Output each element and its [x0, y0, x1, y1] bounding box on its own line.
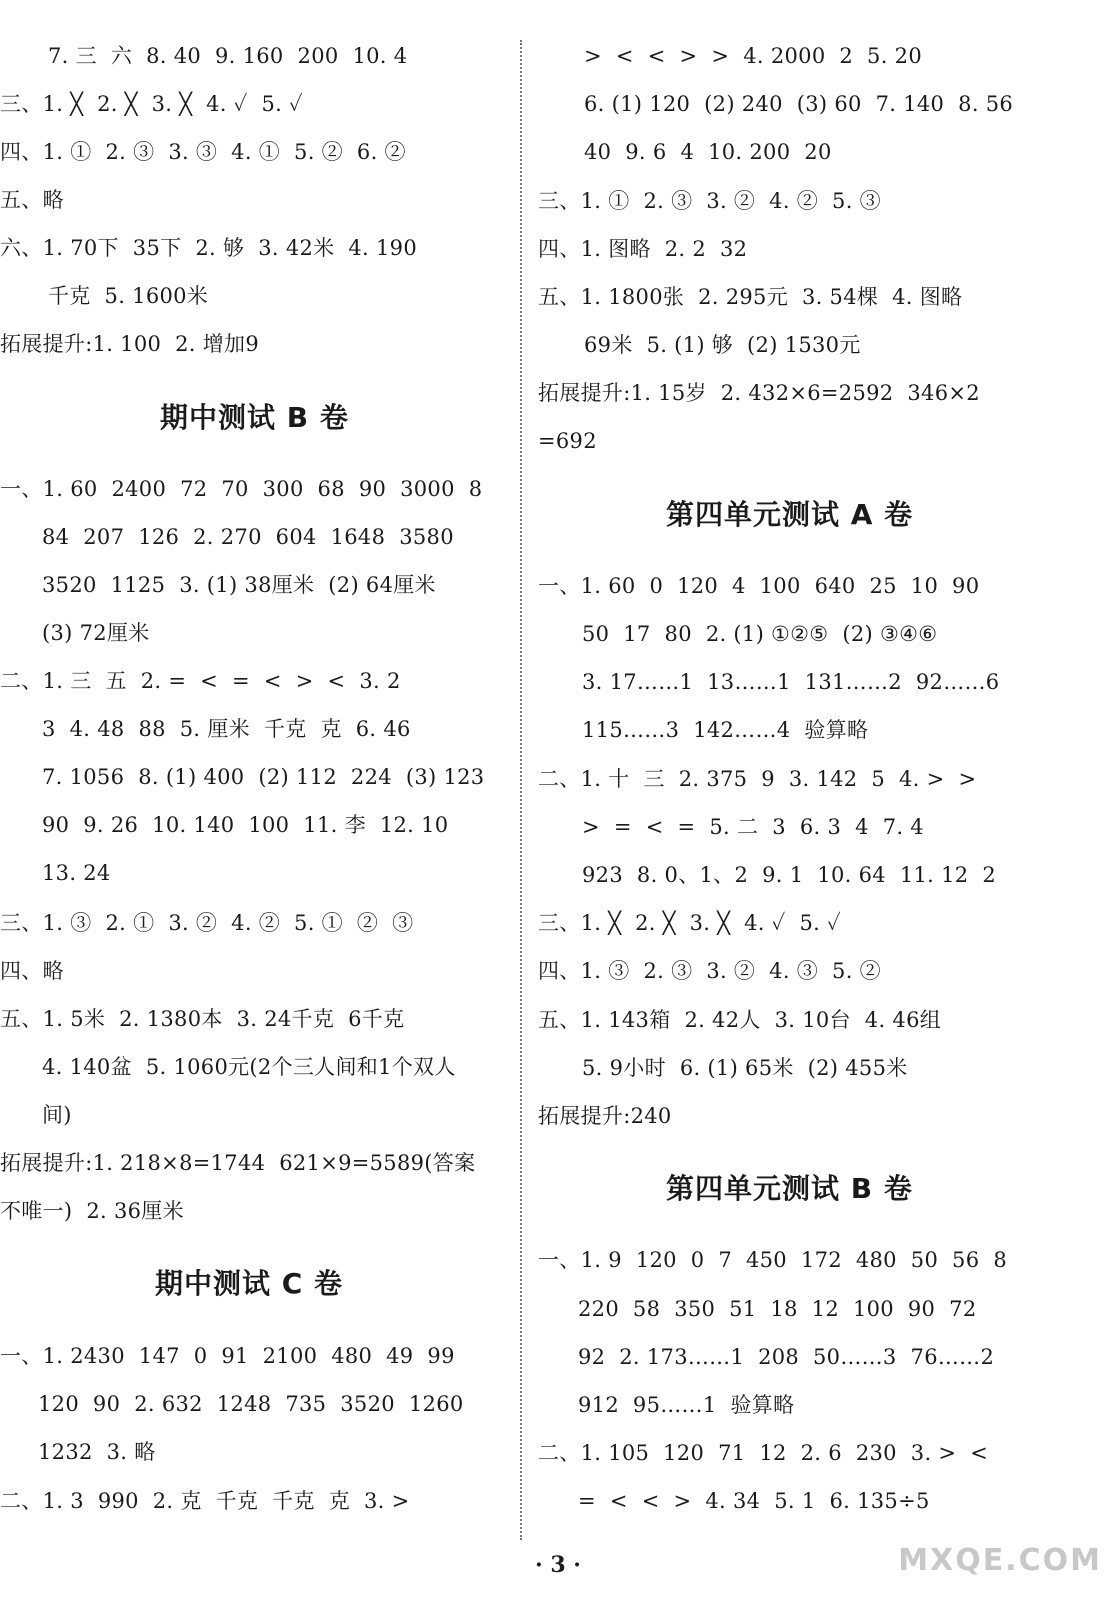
- answer-line: 923 8. 0、1、2 9. 1 10. 64 11. 12 2: [582, 863, 997, 887]
- answer-line: 一、1. 9 120 0 7 450 172 480 50 56 8: [538, 1248, 1007, 1272]
- answer-line: 五、1. 143箱 2. 42人 3. 10台 4. 46组: [538, 1008, 942, 1032]
- page-number: · 3 ·: [535, 1552, 581, 1578]
- section-heading-midterm-c: 期中测试 C 卷: [155, 1267, 344, 1300]
- section-heading-unit4-b: 第四单元测试 B 卷: [666, 1172, 913, 1205]
- answer-line: 84 207 126 2. 270 604 1648 3580: [42, 525, 454, 549]
- answer-line: 3. 17……1 13……1 131……2 92……6: [582, 670, 1000, 694]
- answer-line: 五、1. 1800张 2. 295元 3. 54棵 4. 图略: [538, 285, 963, 309]
- answer-line: 拓展提升:1. 15岁 2. 432×6=2592 346×2: [538, 381, 980, 405]
- watermark: MXQE.COM: [898, 1543, 1102, 1578]
- answer-line: 3 4. 48 88 5. 厘米 千克 克 6. 46: [42, 717, 411, 741]
- answer-line: 40 9. 6 4 10. 200 20: [584, 140, 832, 164]
- answer-line: 90 9. 26 10. 140 100 11. 李 12. 10: [42, 813, 449, 837]
- answer-line: 五、略: [0, 188, 64, 212]
- section-heading-midterm-b: 期中测试 B 卷: [160, 401, 349, 434]
- answer-line: 二、1. 3 990 2. 克 千克 千克 克 3. >: [0, 1489, 410, 1513]
- answer-line: 拓展提升:240: [538, 1104, 672, 1128]
- answer-line: 二、1. 十 三 2. 375 9 3. 142 5 4. > >: [538, 767, 977, 791]
- answer-line: 三、1. ╳ 2. ╳ 3. ╳ 4. ✓ 5. ✓: [538, 911, 841, 935]
- answer-line: 69米 5. (1) 够 (2) 1530元: [584, 333, 861, 357]
- answer-line: 6. (1) 120 (2) 240 (3) 60 7. 140 8. 56: [584, 92, 1014, 116]
- answer-line: 一、1. 60 2400 72 70 300 68 90 3000 8: [0, 477, 483, 501]
- answer-line: 五、1. 5米 2. 1380本 3. 24千克 6千克: [0, 1007, 405, 1031]
- answer-line: 千克 5. 1600米: [48, 284, 209, 308]
- answer-line: 1232 3. 略: [38, 1440, 156, 1464]
- answer-line: 一、1. 2430 147 0 91 2100 480 49 99: [0, 1344, 455, 1368]
- answer-line: 间): [42, 1103, 72, 1127]
- answer-line: 二、1. 105 120 71 12 2. 6 230 3. > <: [538, 1441, 989, 1465]
- answer-line: 拓展提升:1. 100 2. 增加9: [0, 332, 259, 356]
- answer-line: 二、1. 三 五 2. = < = < > < 3. 2: [0, 669, 401, 693]
- answer-line: 7. 三 六 8. 40 9. 160 200 10. 4: [48, 44, 408, 68]
- answer-line: 50 17 80 2. (1) ①②⑤ (2) ③④⑥: [582, 622, 938, 646]
- section-heading-unit4-a: 第四单元测试 A 卷: [666, 498, 914, 531]
- answer-line: 三、1. ③ 2. ① 3. ② 4. ② 5. ① ② ③: [0, 911, 414, 935]
- column-divider: [520, 40, 522, 1540]
- answer-line: 四、1. ① 2. ③ 3. ③ 4. ① 5. ② 6. ②: [0, 140, 406, 164]
- answer-line: 220 58 350 51 18 12 100 90 72: [578, 1297, 977, 1321]
- answer-line: = < < > 4. 34 5. 1 6. 135÷5: [578, 1489, 930, 1513]
- answer-line: 13. 24: [42, 861, 111, 885]
- answer-line: 120 90 2. 632 1248 735 3520 1260: [38, 1392, 464, 1416]
- answer-line: 5. 9小时 6. (1) 65米 (2) 455米: [582, 1056, 908, 1080]
- answer-line: 三、1. ① 2. ③ 3. ② 4. ② 5. ③: [538, 189, 881, 213]
- answer-line: 912 95……1 验算略: [578, 1393, 795, 1417]
- answer-line: 一、1. 60 0 120 4 100 640 25 10 90: [538, 574, 980, 598]
- answer-line: =692: [538, 429, 597, 453]
- answer-line: 四、1. 图略 2. 2 32: [538, 237, 748, 261]
- answer-line: 四、1. ③ 2. ③ 3. ② 4. ③ 5. ②: [538, 959, 881, 983]
- answer-line: 115……3 142……4 验算略: [582, 718, 869, 742]
- answer-line: 拓展提升:1. 218×8=1744 621×9=5589(答案: [0, 1151, 476, 1175]
- answer-line: > < < > > 4. 2000 2 5. 20: [584, 44, 922, 68]
- answer-line: 六、1. 70下 35下 2. 够 3. 42米 4. 190: [0, 236, 417, 260]
- answer-line: (3) 72厘米: [42, 621, 150, 645]
- answer-line: 3520 1125 3. (1) 38厘米 (2) 64厘米: [42, 573, 436, 597]
- answer-line: 不唯一) 2. 36厘米: [0, 1199, 184, 1223]
- answer-line: 7. 1056 8. (1) 400 (2) 112 224 (3) 123: [42, 765, 485, 789]
- answer-line: 三、1. ╳ 2. ╳ 3. ╳ 4. ✓ 5. ✓: [0, 92, 303, 116]
- answer-line: > = < = 5. 二 3 6. 3 4 7. 4: [582, 815, 924, 839]
- answer-line: 四、略: [0, 959, 64, 983]
- answer-line: 4. 140盆 5. 1060元(2个三人间和1个双人: [42, 1055, 456, 1079]
- answer-line: 92 2. 173……1 208 50……3 76……2: [578, 1345, 995, 1369]
